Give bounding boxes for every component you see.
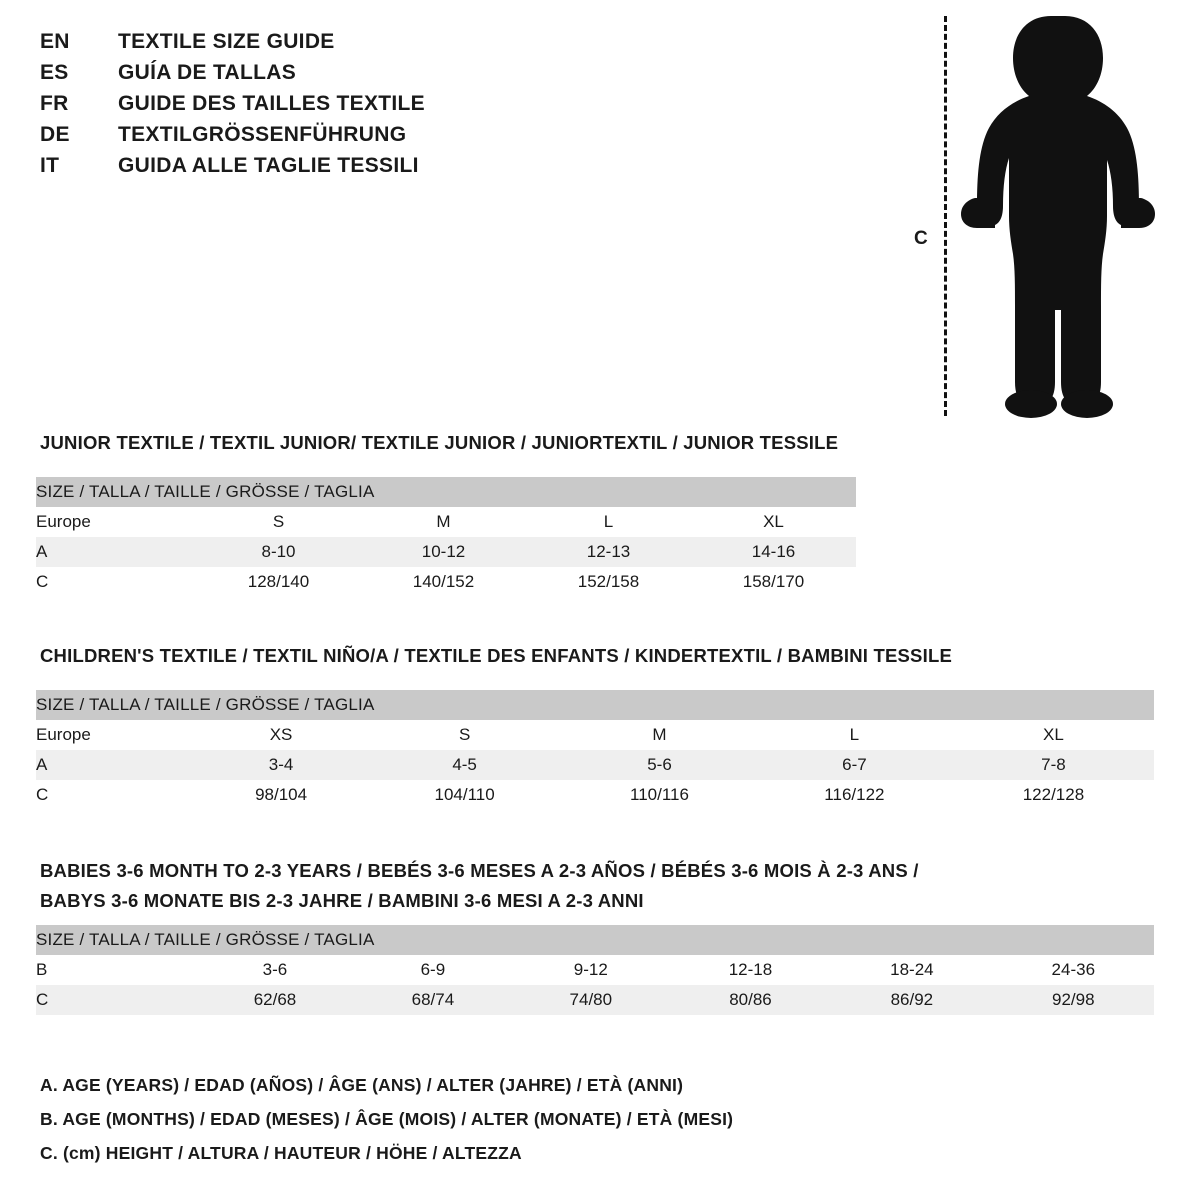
- language-row-es: [40, 61, 560, 92]
- cell: L: [526, 507, 691, 537]
- cell: 3-4: [196, 750, 366, 780]
- cell: 12-18: [670, 955, 831, 985]
- cell: 86/92: [831, 985, 992, 1015]
- measurement-figure: [900, 10, 1180, 420]
- section-title-babies-line1: BABIES 3-6 MONTH TO 2-3 YEARS / BEBÉS 3-6 MESES A 2-3 AÑOS / BÉBÉS 3-6 MOIS À 2-3 ANS /: [40, 860, 919, 881]
- cell: 116/122: [756, 780, 953, 810]
- table-header-row: [36, 690, 1154, 720]
- cell: 68/74: [354, 985, 512, 1015]
- row-label: Europe: [36, 507, 196, 537]
- section-title-babies: [40, 856, 919, 916]
- footnote-c: C. (cm) HEIGHT / ALTURA / HAUTEUR / HÖHE / ALTEZZA: [40, 1143, 522, 1163]
- cell: XL: [691, 507, 856, 537]
- cell: S: [366, 720, 563, 750]
- cell: 158/170: [691, 567, 856, 597]
- row-label: B: [36, 955, 196, 985]
- cell: 18-24: [831, 955, 992, 985]
- language-title: TEXTILGRÖSSENFÜHRUNG: [118, 123, 407, 146]
- child-silhouette-icon: [955, 10, 1155, 420]
- cell: 7-8: [953, 750, 1154, 780]
- language-title: GUIDE DES TAILLES TEXTILE: [118, 92, 425, 115]
- cell: 4-5: [366, 750, 563, 780]
- cell: 152/158: [526, 567, 691, 597]
- row-label: C: [36, 780, 196, 810]
- cell: 62/68: [196, 985, 354, 1015]
- language-row-it: [40, 154, 560, 185]
- height-marker-label: C: [914, 228, 928, 249]
- cell: 8-10: [196, 537, 361, 567]
- height-dashed-line: [944, 16, 947, 416]
- cell: S: [196, 507, 361, 537]
- language-title: GUIDA ALLE TAGLIE TESSILI: [118, 154, 419, 177]
- row-label: C: [36, 985, 196, 1015]
- cell: 98/104: [196, 780, 366, 810]
- section-title-junior: JUNIOR TEXTILE / TEXTIL JUNIOR/ TEXTILE JUNIOR / JUNIORTEXTIL / JUNIOR TESSILE: [40, 432, 839, 453]
- table-header-label: SIZE / TALLA / TAILLE / GRÖSSE / TAGLIA: [36, 477, 856, 507]
- cell: M: [563, 720, 756, 750]
- cell: 122/128: [953, 780, 1154, 810]
- language-title: GUÍA DE TALLAS: [118, 61, 297, 84]
- cell: 6-7: [756, 750, 953, 780]
- language-title: TEXTILE SIZE GUIDE: [118, 30, 335, 53]
- row-label: A: [36, 537, 196, 567]
- table-header-row: [36, 925, 1154, 955]
- language-code: FR: [40, 92, 69, 115]
- junior-size-table: [36, 477, 856, 597]
- cell: 10-12: [361, 537, 526, 567]
- table-row: [36, 985, 1154, 1015]
- language-code: IT: [40, 154, 60, 177]
- section-title-babies-line2: BABYS 3-6 MONATE BIS 2-3 JAHRE / BAMBINI 3-6 MESI A 2-3 ANNI: [40, 890, 644, 911]
- cell: 74/80: [512, 985, 670, 1015]
- language-code: ES: [40, 61, 69, 84]
- cell: 6-9: [354, 955, 512, 985]
- language-code: EN: [40, 30, 70, 53]
- cell: 140/152: [361, 567, 526, 597]
- cell: 12-13: [526, 537, 691, 567]
- table-row: [36, 507, 856, 537]
- table-header-label: SIZE / TALLA / TAILLE / GRÖSSE / TAGLIA: [36, 925, 1154, 955]
- cell: 9-12: [512, 955, 670, 985]
- cell: 24-36: [993, 955, 1154, 985]
- language-row-de: [40, 123, 560, 154]
- babies-size-table: [36, 925, 1154, 1015]
- cell: 104/110: [366, 780, 563, 810]
- cell: XS: [196, 720, 366, 750]
- cell: 128/140: [196, 567, 361, 597]
- table-row: [36, 720, 1154, 750]
- row-label: C: [36, 567, 196, 597]
- table-header-label: SIZE / TALLA / TAILLE / GRÖSSE / TAGLIA: [36, 690, 1154, 720]
- table-row: [36, 780, 1154, 810]
- cell: 92/98: [993, 985, 1154, 1015]
- language-code: DE: [40, 123, 70, 146]
- footnotes: [40, 1068, 733, 1170]
- cell: M: [361, 507, 526, 537]
- cell: 80/86: [670, 985, 831, 1015]
- cell: 110/116: [563, 780, 756, 810]
- footnote-b: B. AGE (MONTHS) / EDAD (MESES) / ÂGE (MOIS) / ALTER (MONATE) / ETÀ (MESI): [40, 1109, 734, 1129]
- table-row: [36, 567, 856, 597]
- cell: L: [756, 720, 953, 750]
- language-row-fr: [40, 92, 560, 123]
- footnote-a: A. AGE (YEARS) / EDAD (AÑOS) / ÂGE (ANS) / ALTER (JAHRE) / ETÀ (ANNI): [40, 1075, 684, 1095]
- children-size-table: [36, 690, 1154, 810]
- cell: 3-6: [196, 955, 354, 985]
- language-row-en: [40, 30, 560, 61]
- table-row: [36, 537, 856, 567]
- table-header-row: [36, 477, 856, 507]
- cell: XL: [953, 720, 1154, 750]
- table-row: [36, 750, 1154, 780]
- section-title-children: CHILDREN'S TEXTILE / TEXTIL NIÑO/A / TEXTILE DES ENFANTS / KINDERTEXTIL / BAMBINI TESSILE: [40, 645, 952, 666]
- cell: 14-16: [691, 537, 856, 567]
- language-list: [40, 30, 560, 185]
- row-label: Europe: [36, 720, 196, 750]
- row-label: A: [36, 750, 196, 780]
- table-row: [36, 955, 1154, 985]
- cell: 5-6: [563, 750, 756, 780]
